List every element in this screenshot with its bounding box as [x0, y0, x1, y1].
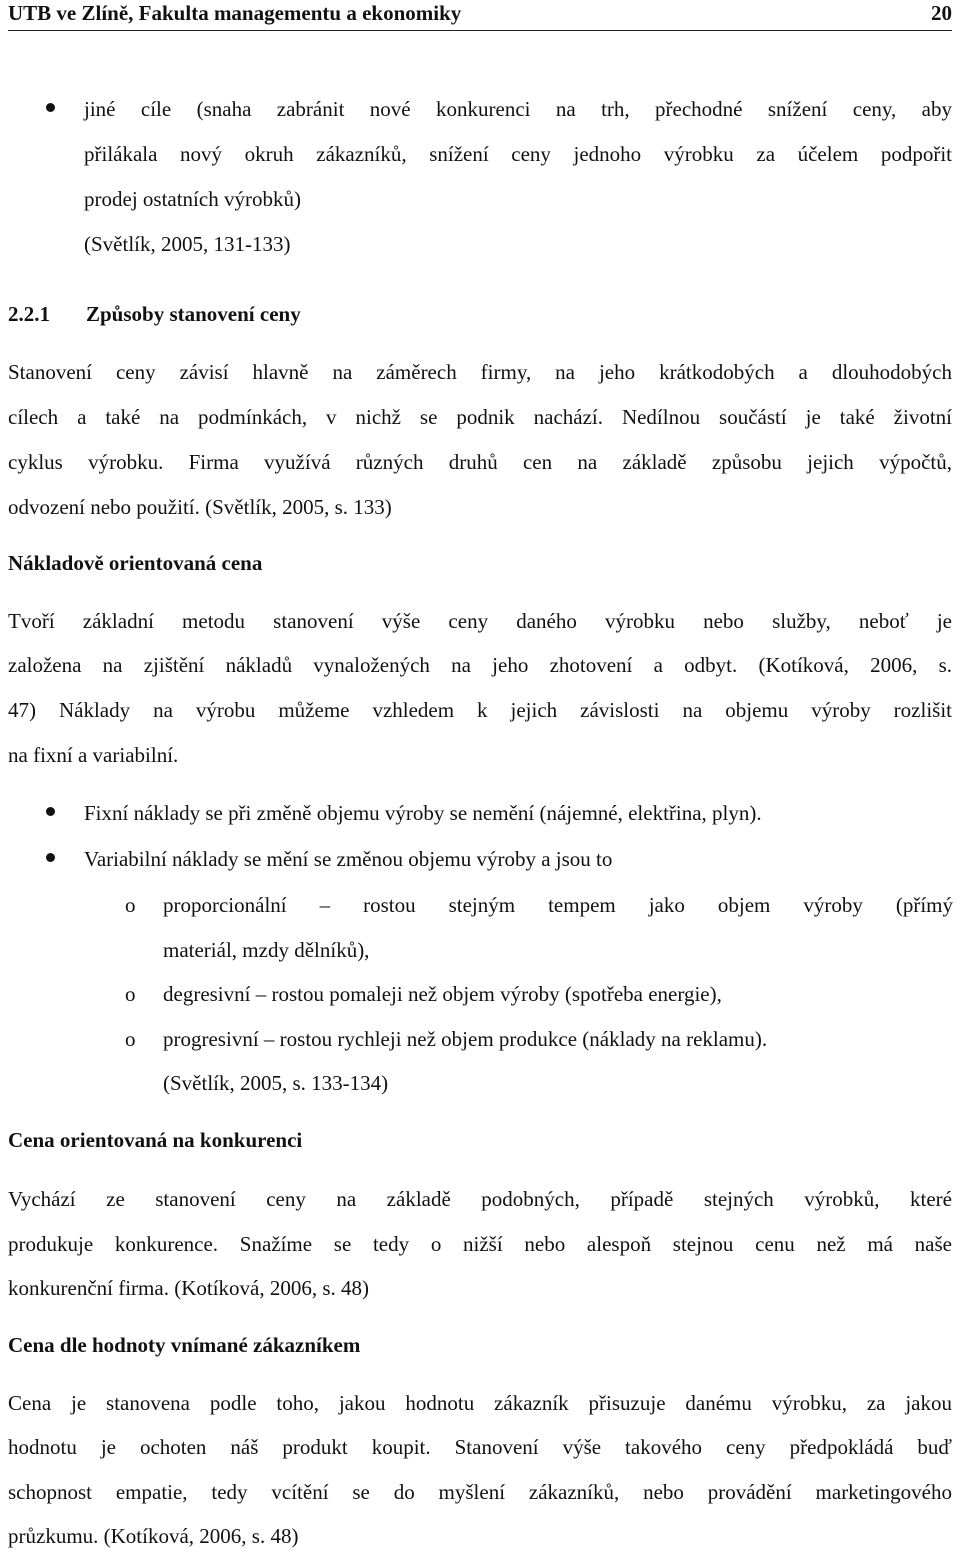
section-title: Způsoby stanovení ceny	[86, 302, 301, 326]
paragraph-line: průzkumu. (Kotíková, 2006, s. 48)	[8, 1524, 299, 1548]
subheading: Cena orientovaná na konkurenci	[8, 1128, 303, 1152]
sub-bullet-line: materiál, mzdy dělníků),	[163, 938, 370, 962]
paragraph-line: 47) Náklady na výrobu můžeme vzhledem k jejich závislosti na objemu výroby rozlišit	[8, 698, 952, 722]
sub-bullet-marker: o	[125, 982, 136, 1006]
header-title: UTB ve Zlíně, Fakulta managementu a ekonomiky	[8, 1, 462, 25]
top-bullet-line: přilákala nový okruh zákazníků, snížení ceny jednoho výrobku za účelem podpořit	[84, 142, 952, 166]
paragraph-line: schopnost empatie, tedy vcítění se do myšlení zákazníků, nebo provádění marketingového	[8, 1480, 952, 1504]
citation: (Světlík, 2005, s. 133-134)	[163, 1071, 389, 1095]
paragraph-line: cyklus výrobku. Firma využívá různých druhů cen na základě způsobu jejich výpočtů,	[8, 450, 952, 474]
sub-bullet-line: proporcionální – rostou stejným tempem jako objem výroby (přímý	[163, 893, 953, 917]
bullet-icon	[46, 853, 55, 862]
paragraph-line: Cena je stanovena podle toho, jakou hodnotu zákazník přisuzuje danému výrobku, za jakou	[8, 1391, 952, 1415]
paragraph-line: založena na zjištění nákladů vynaložených na jeho zhotovení a odbyt. (Kotíková, 2006, s.	[8, 653, 952, 677]
paragraph-line: Stanovení ceny závisí hlavně na záměrech firmy, na jeho krátkodobých a dlouhodobých	[8, 360, 952, 384]
paragraph-line: konkurenční firma. (Kotíková, 2006, s. 48)	[8, 1276, 370, 1300]
bullet-icon	[46, 103, 55, 112]
bullet-icon	[46, 807, 55, 816]
paragraph-line: na fixní a variabilní.	[8, 743, 179, 767]
paragraph-line: odvození nebo použití. (Světlík, 2005, s. 133)	[8, 495, 392, 519]
sub-bullet-line: progresivní – rostou rychleji než objem produkce (náklady na reklamu).	[163, 1027, 768, 1051]
paragraph-line: produkuje konkurence. Snažíme se tedy o nižší nebo alespoň stejnou cenu než má naše	[8, 1232, 952, 1256]
subheading: Cena dle hodnoty vnímané zákazníkem	[8, 1333, 361, 1357]
top-bullet-line: jiné cíle (snaha zabránit nové konkurenci na trh, přechodné snížení ceny, aby	[84, 97, 952, 121]
paragraph-line: Tvoří základní metodu stanovení výše ceny daného výrobku nebo služby, neboť je	[8, 609, 952, 633]
sub-bullet-marker: o	[125, 893, 136, 917]
sub-bullet-line: degresivní – rostou pomaleji než objem výroby (spotřeba energie),	[163, 982, 722, 1006]
section-number: 2.2.1	[8, 302, 50, 326]
citation: (Světlík, 2005, 131-133)	[84, 232, 291, 256]
bullet-item: Fixní náklady se při změně objemu výroby se nemění (nájemné, elektřina, plyn).	[84, 801, 762, 825]
bullet-item: Variabilní náklady se mění se změnou objemu výroby a jsou to	[84, 847, 613, 871]
subheading: Nákladově orientovaná cena	[8, 551, 263, 575]
page-header	[8, 0, 952, 31]
paragraph-line: cílech a také na podmínkách, v nichž se podnik nachází. Nedílnou součástí je také životní	[8, 405, 952, 429]
paragraph-line: Vychází ze stanovení ceny na základě podobných, případě stejných výrobků, které	[8, 1187, 952, 1211]
top-bullet-line: prodej ostatních výrobků)	[84, 187, 301, 211]
paragraph-line: hodnotu je ochoten náš produkt koupit. Stanovení výše takového ceny předpokládá buď	[8, 1435, 952, 1459]
page-number: 20	[931, 1, 952, 25]
sub-bullet-marker: o	[125, 1027, 136, 1051]
